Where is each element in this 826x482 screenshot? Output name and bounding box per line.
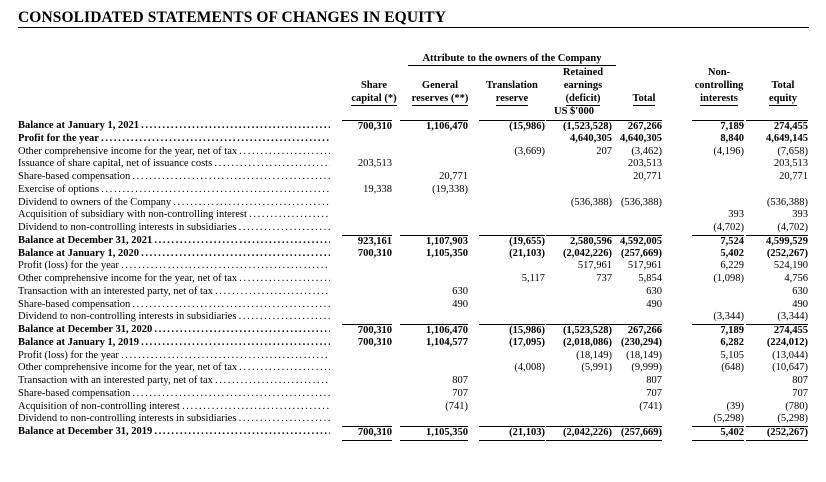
row-value: (3,344) <box>713 311 744 323</box>
row-value: 737 <box>596 273 612 284</box>
row-value: 490 <box>452 298 468 310</box>
table-row <box>0 311 826 324</box>
row-value: (21,103) <box>509 247 545 259</box>
table-row <box>0 222 826 235</box>
row-value: 2,580,596 <box>546 235 612 249</box>
row-value: 1,105,350 <box>400 426 468 441</box>
row-label: Other comprehensive income for the year, net of tax . . . <box>18 146 330 159</box>
row-value: (741) <box>445 400 468 412</box>
table-row <box>0 120 826 133</box>
row-value: 707 <box>646 387 662 399</box>
row-value: 700,310 <box>342 426 392 441</box>
row-value: 517,961 <box>627 260 662 272</box>
header-line: Retained <box>562 67 604 78</box>
row-label: Acquisition of subsidiary with non-controlling interest . . . <box>18 209 330 222</box>
table-row <box>0 324 826 337</box>
row-label: Acquisition of non-controlling interest . . . <box>18 401 330 414</box>
table-row <box>0 388 826 401</box>
row-value: (780) <box>785 400 808 412</box>
table-row <box>0 401 826 414</box>
header-line: equity <box>768 93 797 104</box>
row-value: (257,669) <box>606 426 662 441</box>
row-value: (18,149) <box>576 349 612 361</box>
header-line: capital (*) <box>351 93 397 104</box>
row-value: (536,388) <box>570 196 612 208</box>
row-value: (15,986) <box>479 324 545 338</box>
row-value: (17,095) <box>509 336 545 348</box>
row-value: (536,388) <box>620 196 662 208</box>
row-value: 4,640,305 <box>620 132 662 144</box>
row-value: 274,455 <box>746 120 808 134</box>
column-header-non-controlling <box>684 66 754 106</box>
column-header-share-capital <box>348 79 400 106</box>
row-value: 8,840 <box>720 132 744 144</box>
row-value: 1,106,470 <box>400 324 468 338</box>
row-value: 807 <box>646 375 662 386</box>
row-value: 490 <box>792 298 808 310</box>
row-value: 393 <box>792 209 808 221</box>
row-label: Share-based compensation . . . <box>18 388 330 401</box>
header-line: reserve <box>495 93 529 104</box>
row-value: (1,523,528) <box>546 120 612 134</box>
row-value: (3,669) <box>514 145 545 157</box>
row-value: 20,771 <box>779 171 808 182</box>
row-label: Balance at December 31, 2020 . . . <box>18 324 330 337</box>
row-value: 1,106,470 <box>400 120 468 134</box>
row-value: 267,266 <box>606 324 662 338</box>
row-value: (536,388) <box>766 196 808 208</box>
row-value: (1,523,528) <box>546 324 612 338</box>
row-value: 700,310 <box>357 247 392 259</box>
row-value: 4,649,145 <box>766 132 808 144</box>
currency-label: US $'000 <box>554 106 594 117</box>
row-value: (19,655) <box>479 235 545 249</box>
row-value: (2,018,086) <box>563 336 612 348</box>
row-label: Dividend to non-controlling interests in subsidiaries . . . <box>18 222 330 235</box>
header-line: General <box>421 80 459 91</box>
row-value: 4,640,305 <box>570 132 612 144</box>
row-value: (3,462) <box>631 145 662 157</box>
row-value: (19,338) <box>432 183 468 195</box>
header-line: earnings <box>563 80 603 91</box>
table-row <box>0 248 826 261</box>
row-value: 5,117 <box>521 273 545 284</box>
row-value: (5,298) <box>777 413 808 425</box>
row-value: 490 <box>646 298 662 310</box>
row-label: Balance at December 31, 2021 . . . <box>18 235 330 248</box>
table-row <box>0 273 826 286</box>
row-value: (15,986) <box>479 120 545 134</box>
row-value: (648) <box>721 362 744 374</box>
row-value: 274,455 <box>746 324 808 338</box>
row-value: (4,702) <box>777 222 808 233</box>
row-value: (7,658) <box>777 145 808 157</box>
header-line: (deficit) <box>565 93 601 104</box>
row-value: 20,771 <box>633 171 662 182</box>
row-value: (224,012) <box>766 336 808 348</box>
table-row <box>0 299 826 312</box>
row-value: 707 <box>792 387 808 399</box>
row-value: 19,338 <box>363 183 392 195</box>
row-value: 267,266 <box>606 120 662 134</box>
row-value: (230,294) <box>620 336 662 348</box>
row-value: 20,771 <box>439 171 468 182</box>
title-divider <box>18 27 809 28</box>
row-value: 700,310 <box>342 120 392 134</box>
row-value: 630 <box>646 285 662 297</box>
row-value: 1,104,577 <box>426 336 468 348</box>
row-label: Balance at January 1, 2020 . . . <box>18 248 330 261</box>
table-row <box>0 209 826 222</box>
row-value: (257,669) <box>620 247 662 259</box>
column-header-total-equity <box>760 79 806 106</box>
row-value: (10,647) <box>772 362 808 374</box>
row-value: 6,282 <box>720 336 744 348</box>
header-line: interests <box>700 93 738 104</box>
row-value: 807 <box>452 375 468 386</box>
table-row <box>0 350 826 363</box>
row-label: Balance at January 1, 2019 . . . <box>18 337 330 350</box>
row-label: Balance at January 1, 2021 . . . <box>18 120 330 133</box>
row-value: (21,103) <box>479 426 545 441</box>
row-value: 4,592,005 <box>606 235 662 249</box>
row-label: Transaction with an interested party, net of tax . . . <box>18 286 330 299</box>
row-label: Issuance of share capital, net of issuance costs . . . <box>18 158 330 171</box>
row-value: 630 <box>792 285 808 297</box>
row-value: (252,267) <box>746 426 808 441</box>
row-label: Dividend to owners of the Company . . . <box>18 197 330 210</box>
row-value: (1,098) <box>713 273 744 284</box>
table-row <box>0 171 826 184</box>
row-value: (741) <box>639 400 662 412</box>
row-label: Share-based compensation . . . <box>18 299 330 312</box>
column-header-general-reserves <box>406 79 474 106</box>
row-value: 6,229 <box>720 260 744 272</box>
row-value: 203,513 <box>627 158 662 170</box>
row-value: 1,107,903 <box>400 235 468 249</box>
row-value: 707 <box>452 387 468 399</box>
row-value: 807 <box>792 375 808 386</box>
row-value: 7,189 <box>692 120 744 134</box>
row-label: Share-based compensation . . . <box>18 171 330 184</box>
row-value: 7,524 <box>692 235 744 249</box>
row-label: Balance at December 31, 2019 . . . <box>18 426 330 439</box>
row-value: 700,310 <box>342 324 392 338</box>
row-label: Dividend to non-controlling interests in subsidiaries . . . <box>18 311 330 324</box>
row-value: 923,161 <box>342 235 392 249</box>
row-value: 5,105 <box>720 349 744 361</box>
row-value: 5,402 <box>720 247 744 259</box>
table-row <box>0 337 826 350</box>
table-row <box>0 158 826 171</box>
header-line: Share <box>360 80 388 91</box>
row-value: 524,190 <box>773 260 808 272</box>
table-row <box>0 197 826 210</box>
row-value: (4,008) <box>514 362 545 374</box>
row-label: Profit for the year . . . <box>18 133 330 146</box>
page-title: CONSOLIDATED STATEMENTS OF CHANGES IN EQUITY <box>18 9 447 26</box>
row-value: (18,149) <box>626 349 662 361</box>
row-label: Transaction with an interested party, net of tax . . . <box>18 375 330 388</box>
table-row <box>0 413 826 426</box>
row-value: 517,961 <box>577 260 612 272</box>
header-line: Translation <box>486 80 538 91</box>
row-value: 393 <box>728 209 744 221</box>
row-value: 7,189 <box>692 324 744 338</box>
row-value: (3,344) <box>777 311 808 323</box>
row-value: 5,402 <box>692 426 744 441</box>
table-row <box>0 235 826 248</box>
row-value: (2,042,226) <box>546 426 612 441</box>
row-value: (5,991) <box>581 362 612 374</box>
header-line: Total <box>771 80 795 91</box>
column-header-translation-reserve <box>478 79 546 106</box>
table-row <box>0 184 826 197</box>
table-row <box>0 375 826 388</box>
table-row <box>0 286 826 299</box>
table-row <box>0 146 826 159</box>
table-row <box>0 362 826 375</box>
row-value: (4,702) <box>713 222 744 233</box>
table-row <box>0 260 826 273</box>
column-header-retained-earnings <box>550 66 616 106</box>
row-value: (5,298) <box>713 413 744 425</box>
row-value: 203,513 <box>357 158 392 170</box>
row-value: (9,999) <box>631 362 662 374</box>
row-value: 203,513 <box>773 158 808 170</box>
row-label: Exercise of options . . . <box>18 184 330 197</box>
row-label: Other comprehensive income for the year, net of tax . . . <box>18 362 330 375</box>
row-value: (4,196) <box>713 145 744 157</box>
header-line: controlling <box>694 80 744 91</box>
table-row <box>0 133 826 146</box>
row-label: Other comprehensive income for the year, net of tax . . . <box>18 273 330 286</box>
attribute-header: Attribute to the owners of the Company <box>408 53 616 66</box>
row-value: 700,310 <box>357 336 392 348</box>
row-value: (2,042,226) <box>563 247 612 259</box>
row-label: Profit (loss) for the year . . . <box>18 350 330 363</box>
header-line: reserves (**) <box>411 93 469 104</box>
row-value: 207 <box>596 145 612 157</box>
row-value: 1,105,350 <box>426 247 468 259</box>
row-label: Dividend to non-controlling interests in subsidiaries . . . <box>18 413 330 426</box>
row-label: Profit (loss) for the year . . . <box>18 260 330 273</box>
header-line: Non- <box>707 67 731 78</box>
row-value: 630 <box>452 285 468 297</box>
row-value: (252,267) <box>766 247 808 259</box>
column-header-total <box>624 92 664 106</box>
row-value: 5,854 <box>638 273 662 284</box>
row-value: (39) <box>726 400 744 412</box>
row-value: 4,599,529 <box>746 235 808 249</box>
header-line: Total <box>632 93 656 104</box>
row-value: (13,044) <box>772 349 808 361</box>
row-value: 4,756 <box>784 273 808 284</box>
table-row <box>0 426 826 439</box>
